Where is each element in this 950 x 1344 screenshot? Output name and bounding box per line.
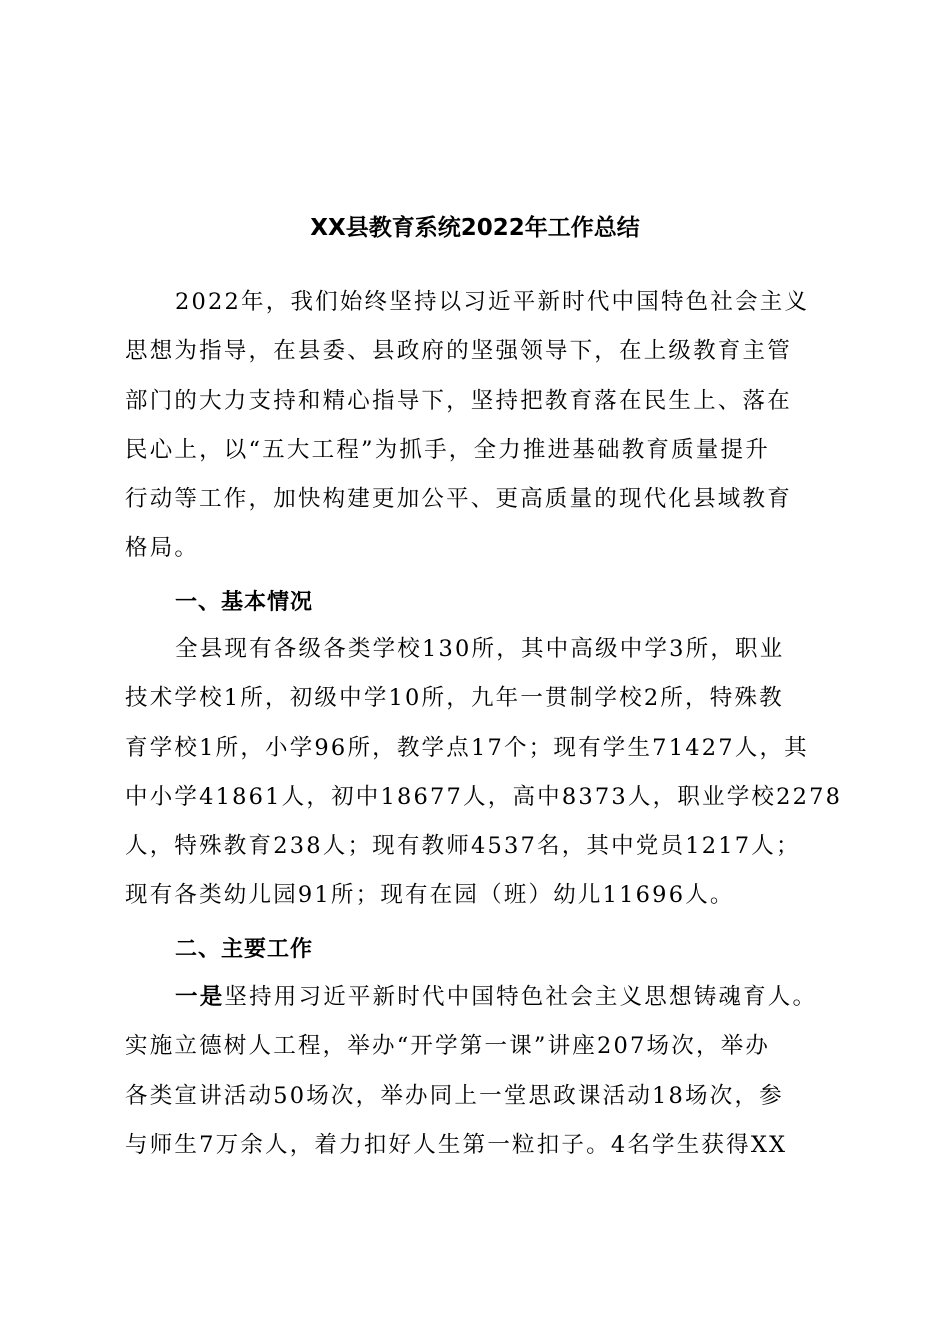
document-title: XX县教育系统2022年工作总结 [310,215,640,241]
main-work-first-line [125,973,845,1022]
intro-line: 思想为指导，在县委、县政府的坚强领导下，在上级教育主管 [125,338,792,365]
intro-line: 民心上，以“五大工程”为抓手，全力推进基础教育质量提升 [125,436,770,463]
main-work-paragraph [125,973,845,1170]
basic-info-line: 现有各类幼儿园91所；现有在园（班）幼儿11696人。 [125,882,735,909]
section-heading-main-work: 二、主要工作 [175,937,314,962]
intro-line: 2022年，我们始终坚持以习近平新时代中国特色社会主义 [175,289,810,315]
intro-line: 部门的大力支持和精心指导下，坚持把教育落在民生上、落在 [125,387,792,414]
intro-paragraph [125,278,845,574]
basic-info-line: 人，特殊教育238人；现有教师4537名，其中党员1217人； [125,833,801,860]
basic-info-line: 中小学41861人，初中18677人，高中8373人，职业学校2278 [125,783,843,810]
main-work-line: 实施立德树人工程，举办“开学第一课”讲座207场次，举办 [125,1033,771,1060]
main-work-line: 与师生7万余人，着力扣好人生第一粒扣子。4名学生获得XX [125,1131,788,1158]
basic-info-line: 技术学校1所，初级中学10所，九年一贯制学校2所，特殊教 [125,685,784,712]
basic-info-line: 全县现有各级各类学校130所，其中高级中学3所，职业 [175,636,785,662]
section-heading-basic: 一、基本情况 [175,590,314,615]
intro-line: 行动等工作，加快构建更加公平、更高质量的现代化县域教育 [125,486,792,513]
intro-line: 格局。 [125,535,200,562]
main-work-lead: 一是 [175,984,225,1010]
basic-info-paragraph [125,625,845,921]
main-work-first-line-text: 坚持用习近平新时代中国特色社会主义思想铸魂育人。 [224,984,818,1010]
basic-info-line: 育学校1所，小学96所，教学点17个；现有学生71427人，其 [125,734,809,761]
main-work-line: 各类宣讲活动50场次，举办同上一堂思政课活动18场次，参 [125,1082,784,1109]
